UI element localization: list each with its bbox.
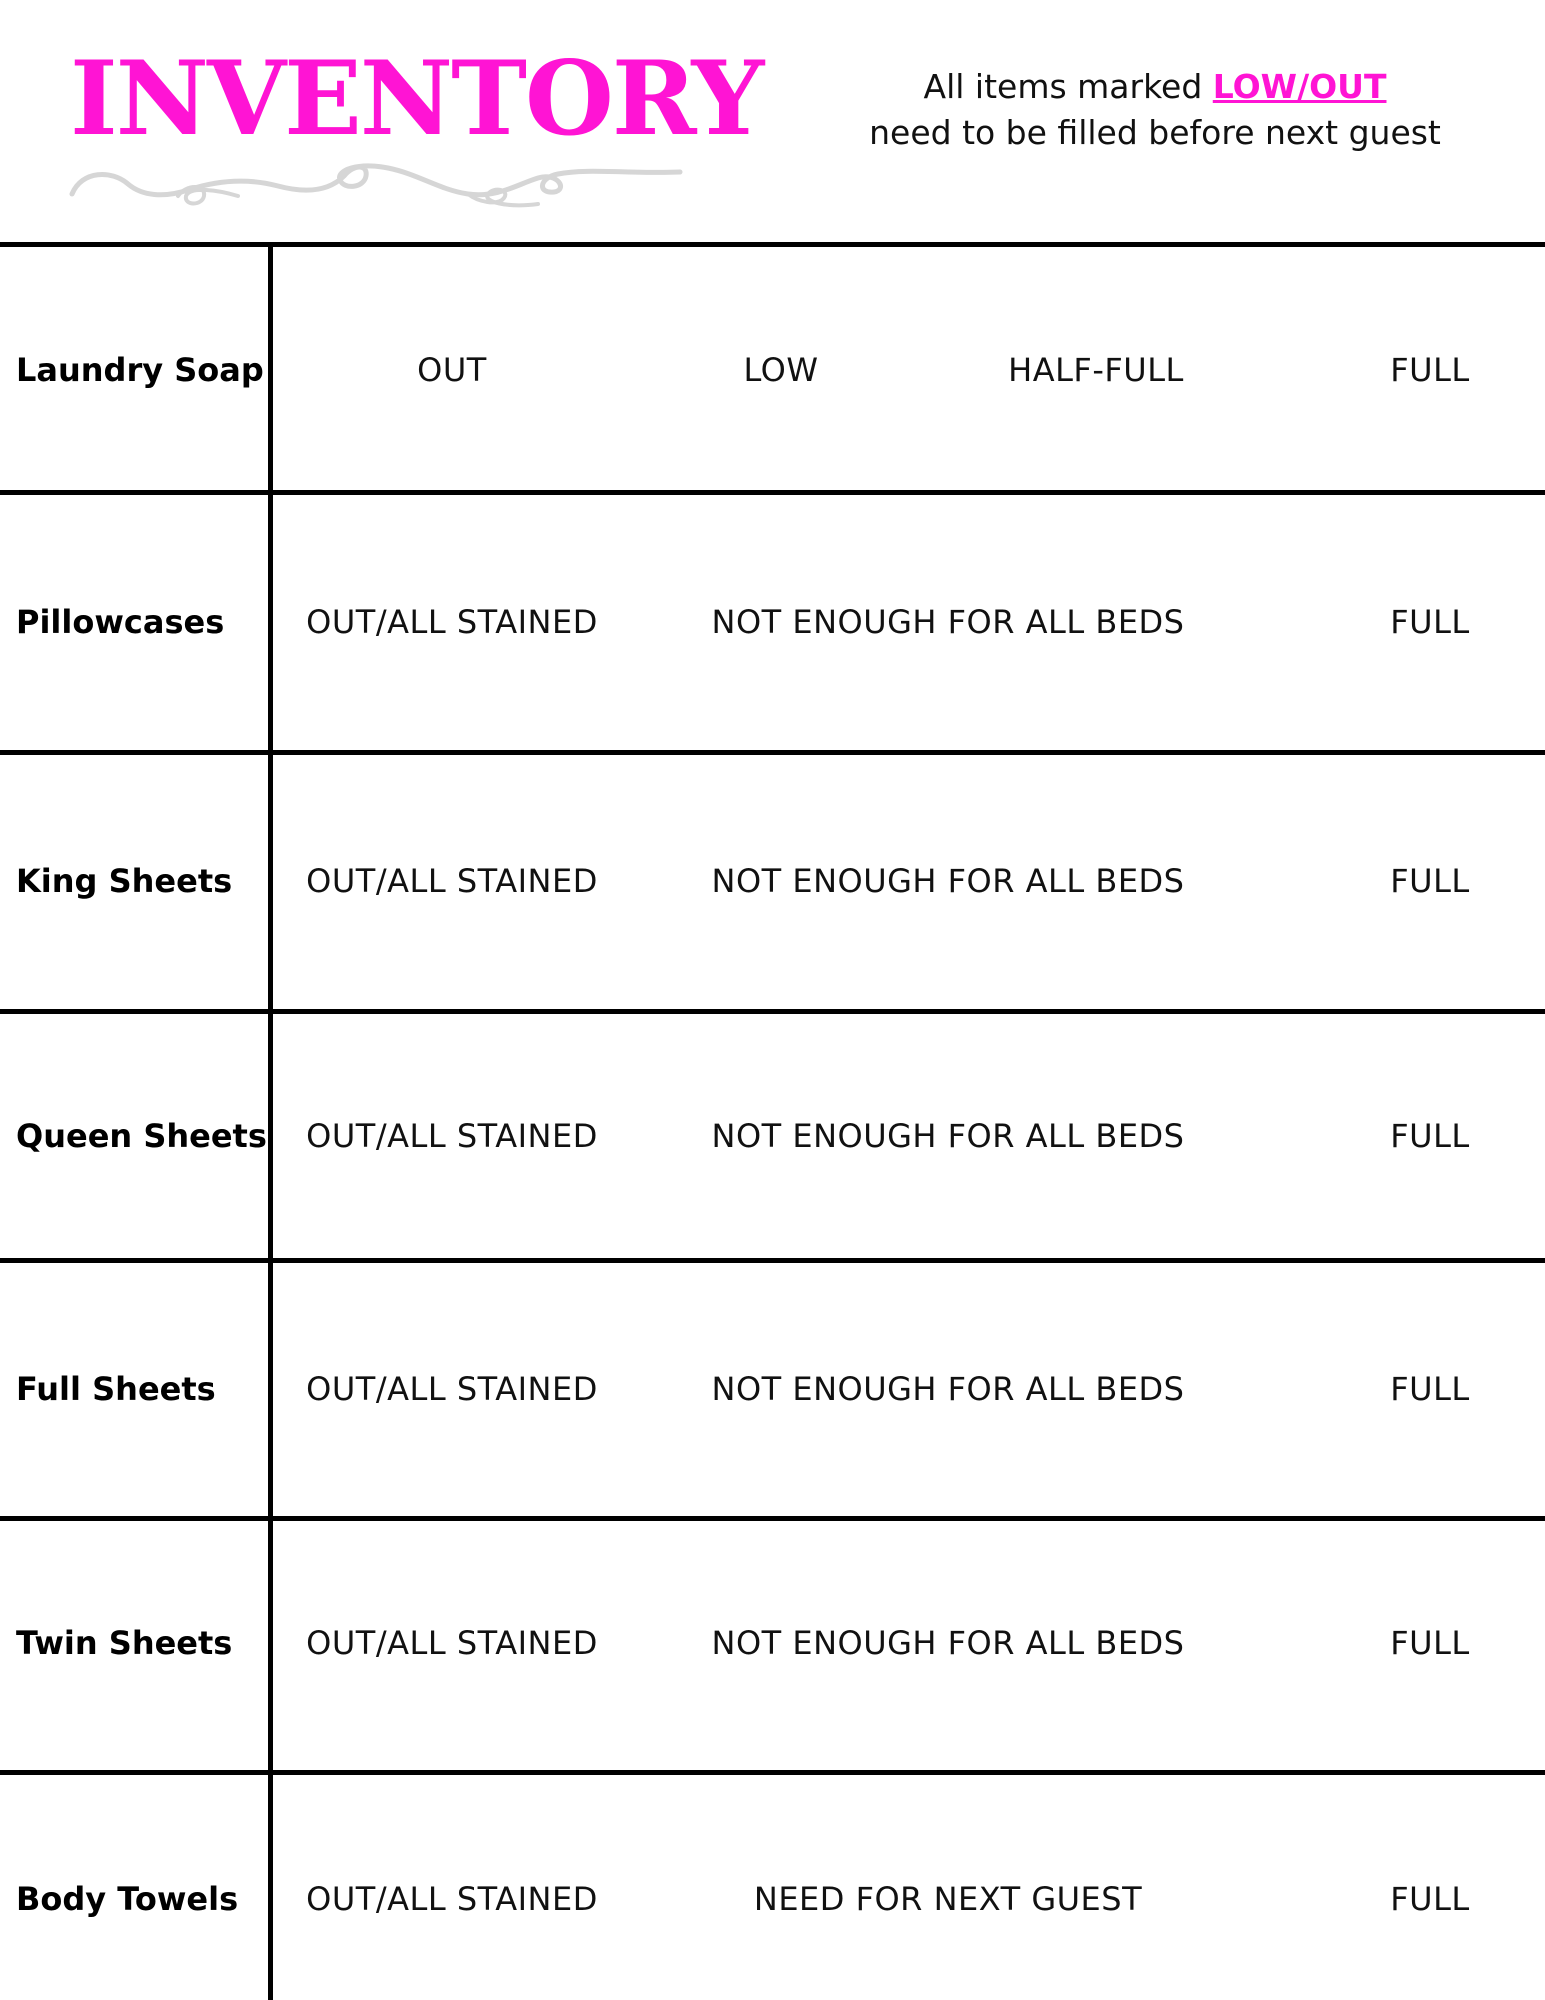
option-full[interactable]: FULL [1390,1880,1470,1918]
row-label-full-sheets: Full Sheets [16,1370,216,1408]
note-highlight: LOW/OUT [1212,67,1387,106]
option-out-all-stained[interactable]: OUT/ALL STAINED [306,603,598,641]
option-not-enough[interactable]: NOT ENOUGH FOR ALL BEDS [711,1370,1185,1408]
option-full[interactable]: FULL [1390,1117,1470,1155]
row-label-king-sheets: King Sheets [16,862,233,900]
option-out-all-stained[interactable]: OUT/ALL STAINED [306,1624,598,1662]
note-line-2: need to be filled before next guest [869,113,1441,152]
option-out-all-stained[interactable]: OUT/ALL STAINED [306,1880,598,1918]
option-half-full[interactable]: HALF-FULL [1008,351,1184,389]
option-out[interactable]: OUT [417,351,487,389]
option-need-for-next-guest[interactable]: NEED FOR NEXT GUEST [753,1880,1143,1918]
option-out-all-stained[interactable]: OUT/ALL STAINED [306,1370,598,1408]
column-divider [268,244,273,2000]
row-divider [0,1516,1545,1521]
row-label-queen-sheets: Queen Sheets [16,1117,267,1155]
option-full[interactable]: FULL [1390,1624,1470,1662]
option-not-enough[interactable]: NOT ENOUGH FOR ALL BEDS [711,1117,1185,1155]
row-divider [0,750,1545,755]
option-full[interactable]: FULL [1390,862,1470,900]
row-label-twin-sheets: Twin Sheets [16,1624,233,1662]
row-divider [0,490,1545,495]
option-full[interactable]: FULL [1390,351,1470,389]
row-label-pillowcases: Pillowcases [16,603,225,641]
option-not-enough[interactable]: NOT ENOUGH FOR ALL BEDS [711,603,1185,641]
option-full[interactable]: FULL [1390,1370,1470,1408]
row-divider [0,242,1545,247]
option-out-all-stained[interactable]: OUT/ALL STAINED [306,1117,598,1155]
note-prefix: All items marked [923,67,1213,106]
option-not-enough[interactable]: NOT ENOUGH FOR ALL BEDS [711,862,1185,900]
option-not-enough[interactable]: NOT ENOUGH FOR ALL BEDS [711,1624,1185,1662]
row-label-body-towels: Body Towels [16,1880,239,1918]
option-out-all-stained[interactable]: OUT/ALL STAINED [306,862,598,900]
option-low[interactable]: LOW [743,351,819,389]
row-divider [0,1770,1545,1775]
row-divider [0,1258,1545,1263]
row-label-laundry-soap: Laundry Soap [16,351,264,389]
page-title: INVENTORY [70,39,763,159]
row-divider [0,1009,1545,1014]
option-full[interactable]: FULL [1390,603,1470,641]
